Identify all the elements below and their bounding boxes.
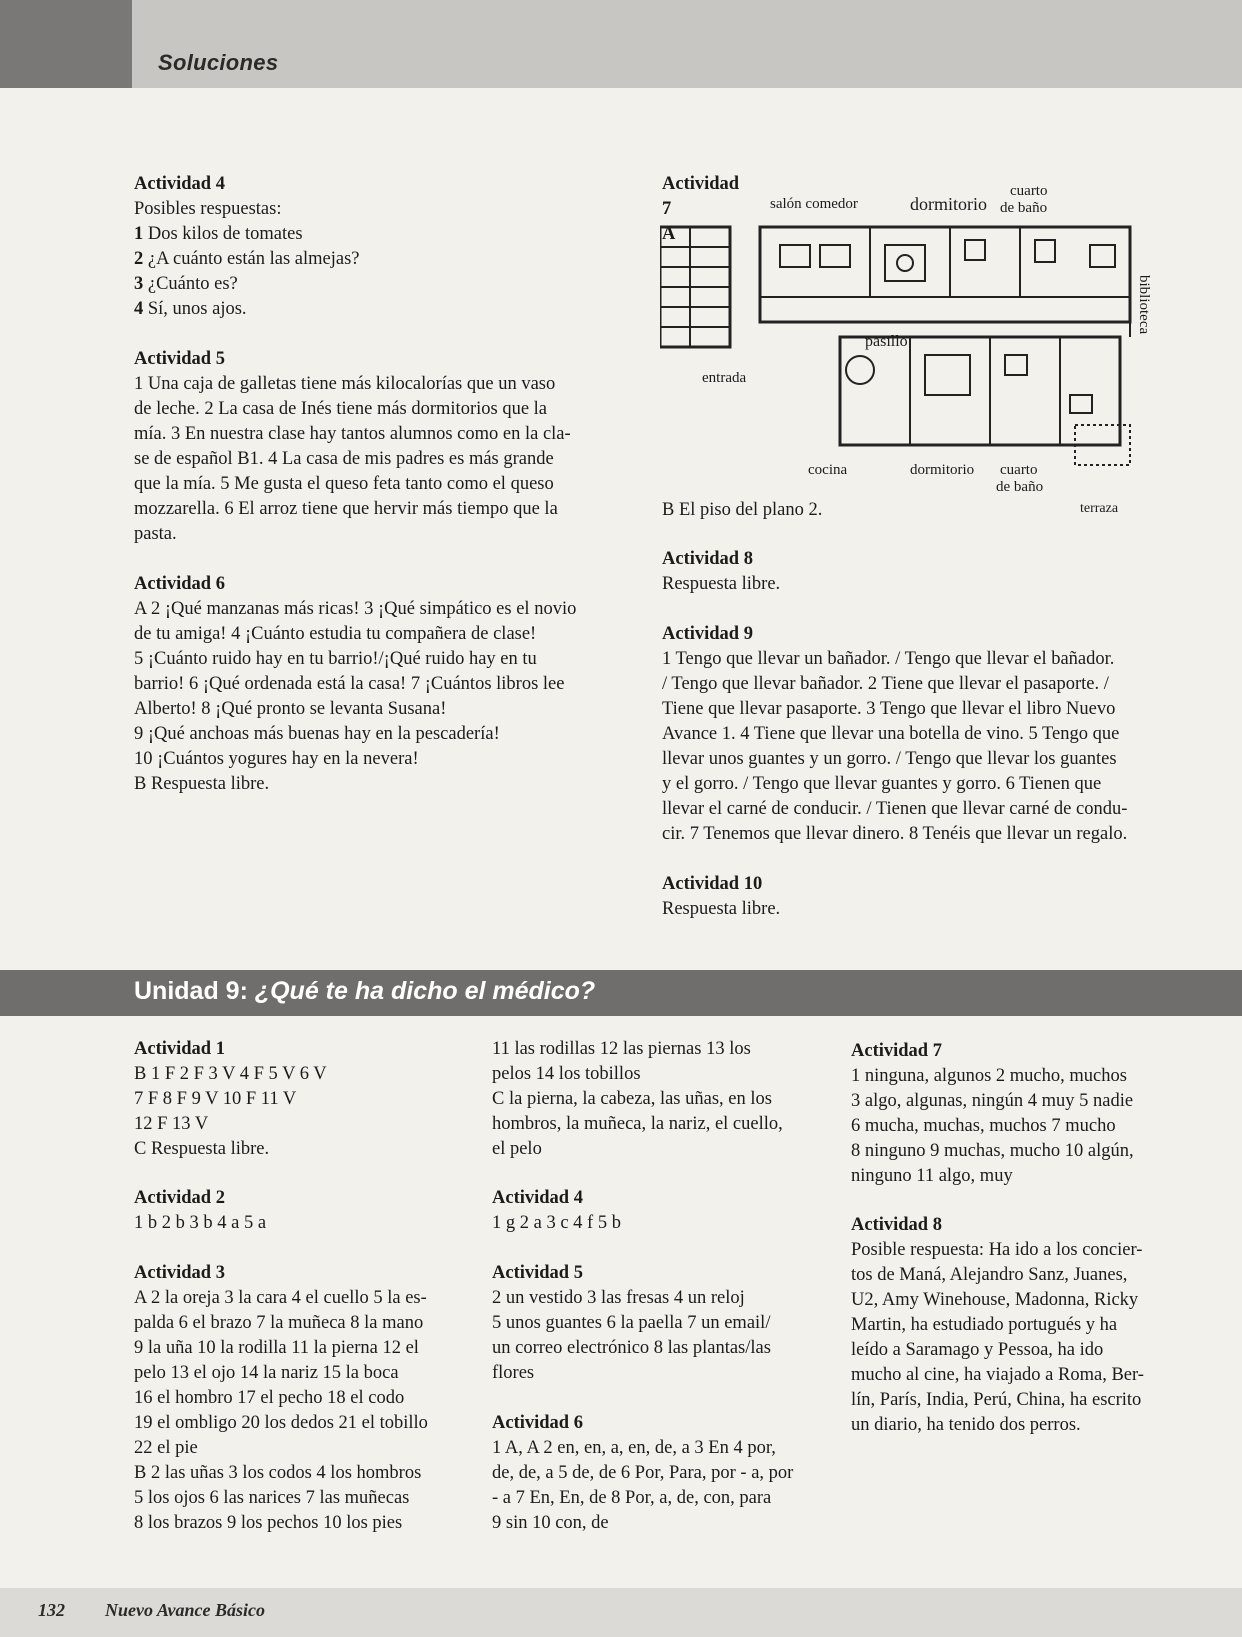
text-line: 10 ¡Cuántos yogures hay en la nevera!: [134, 749, 419, 769]
text-line: 19 el ombligo 20 los dedos 21 el tobillo: [134, 1413, 428, 1433]
text-line: / Tengo que llevar bañador. 2 Tiene que llevar el pasaporte. /: [662, 674, 1109, 694]
text-line: tos de Maná, Alejandro Sanz, Juanes,: [851, 1265, 1128, 1285]
text-line: B Respuesta libre.: [134, 774, 270, 794]
text-line: 8 los brazos 9 los pechos 10 los pies: [134, 1513, 403, 1533]
text-line: Avance 1. 4 Tiene que llevar una botella de vino. 5 Tengo que: [662, 724, 1120, 744]
plan-label-bano-top: de baño: [1000, 200, 1048, 216]
actividad-title: Actividad 9: [662, 624, 753, 644]
answer-line: 2 ¿A cuánto están las almejas?: [134, 249, 360, 269]
text-line: Respuesta libre.: [662, 574, 781, 594]
text-line: A 2 ¡Qué manzanas más ricas! 3 ¡Qué simpático es el novio: [134, 599, 577, 619]
text-line: B 2 las uñas 3 los codos 4 los hombros: [134, 1463, 422, 1483]
actividad-4: [134, 172, 634, 322]
text-line: 8 ninguno 9 muchas, mucho 10 algún,: [851, 1141, 1134, 1161]
text-line: pasta.: [134, 524, 177, 544]
text-line: 9 ¡Qué anchoas más buenas hay en la pescadería!: [134, 724, 500, 744]
u9-actividad-3: [134, 1261, 484, 1536]
text-line: ninguno 11 algo, muy: [851, 1166, 1013, 1186]
text-line: flores: [492, 1363, 535, 1383]
text-line: 1 A, A 2 en, en, a, en, de, a 3 En 4 por,: [492, 1438, 776, 1458]
text-line: llevar el carné de conducir. / Tienen que llevar carné de condu-: [662, 799, 1128, 819]
actividad-title: Actividad 10: [662, 874, 763, 894]
book-title: Nuevo Avance Básico: [105, 1600, 265, 1620]
text-line: llevar unos guantes y un gorro. / Tengo que llevar los guantes: [662, 749, 1117, 769]
text-line: de leche. 2 La casa de Inés tiene más dormitorios que la: [134, 399, 548, 419]
plan-upper-walls: [760, 227, 1130, 322]
text-line: palda 6 el brazo 7 la muñeca 8 la mano: [134, 1313, 424, 1333]
text-line: y el gorro. / Tengo que llevar guantes y gorro. 6 Tienen que: [662, 774, 1102, 794]
text-line: 1 ninguna, algunos 2 mucho, muchos: [851, 1066, 1127, 1086]
answer-line: 4 Sí, unos ajos.: [134, 299, 247, 319]
actividad-title: Actividad 4: [492, 1188, 583, 1208]
u9-actividad-3-continued: [492, 1037, 837, 1162]
text-line: 16 el hombro 17 el pecho 18 el codo: [134, 1388, 405, 1408]
text-line: de tu amiga! 4 ¡Cuánto estudia tu compañera de clase!: [134, 624, 537, 644]
text-line: 3 algo, algunas, ningún 4 muy 5 nadie: [851, 1091, 1134, 1111]
plan-label-salon: salón comedor: [770, 196, 858, 212]
plan-label-dormitorio-top: dormitorio: [910, 194, 987, 214]
text-line: mía. 3 En nuestra clase hay tantos alumnos como en la cla-: [134, 424, 571, 444]
text-line: 22 el pie: [134, 1438, 198, 1458]
plan-label-dormitorio-bottom: dormitorio: [910, 462, 975, 478]
text-line: 9 la uña 10 la rodilla 11 la pierna 12 el: [134, 1338, 419, 1358]
actividad-title: Actividad 2: [134, 1188, 225, 1208]
intro-text: Posibles respuestas:: [134, 199, 282, 219]
text-line: 12 F 13 V: [134, 1114, 209, 1134]
text-line: se de español B1. 4 La casa de mis padres es más grande: [134, 449, 554, 469]
text-line: U2, Amy Winehouse, Madonna, Ricky: [851, 1290, 1139, 1310]
text-line: 1 Tengo que llevar un bañador. / Tengo que llevar el bañador.: [662, 649, 1115, 669]
u9-actividad-7: [851, 1039, 1211, 1189]
text-line: Respuesta libre.: [662, 899, 781, 919]
text-line: 1 g 2 a 3 c 4 f 5 b: [492, 1213, 621, 1233]
plan-label-pasillo: pasillo: [865, 333, 908, 350]
actividad-title: Actividad 3: [134, 1263, 225, 1283]
actividad-title: Actividad 5: [134, 349, 225, 369]
text-line: 5 ¡Cuánto ruido hay en tu barrio!/¡Qué ruido hay en tu: [134, 649, 537, 669]
actividad-title: Actividad 7: [851, 1041, 942, 1061]
actividad-title: Actividad 5: [492, 1263, 583, 1283]
actividad-title: Actividad 6: [134, 574, 225, 594]
unit-title: Unidad 9: ¿Qué te ha dicho el médico?: [134, 977, 596, 1005]
actividad-title: Actividad 7: [662, 174, 740, 219]
text-line: 1 b 2 b 3 b 4 a 5 a: [134, 1213, 267, 1233]
text-line: leído a Saramago y Pessoa, ha ido: [851, 1340, 1104, 1360]
u9-actividad-8: [851, 1213, 1211, 1438]
text-line: 6 mucha, muchas, muchos 7 mucho: [851, 1116, 1116, 1136]
plan-lower-walls: [840, 337, 1120, 445]
text-line: 11 las rodillas 12 las piernas 13 los: [492, 1039, 751, 1059]
u9-actividad-1: [134, 1037, 474, 1162]
actividad-5: [134, 347, 644, 547]
text-line: 2 un vestido 3 las fresas 4 un reloj: [492, 1288, 745, 1308]
answer-b: B El piso del plano 2.: [662, 500, 823, 520]
page-number: 132: [38, 1600, 65, 1620]
plan-label-biblioteca: biblioteca: [1136, 275, 1152, 335]
text-line: un correo electrónico 8 las plantas/las: [492, 1338, 771, 1358]
floor-plan: [660, 185, 1160, 515]
text-line: C la pierna, la cabeza, las uñas, en los: [492, 1089, 772, 1109]
text-line: un diario, ha tenido dos perros.: [851, 1415, 1081, 1435]
text-line: de, de, a 5 de, de 6 Por, Para, por - a, por: [492, 1463, 794, 1483]
text-line: C Respuesta libre.: [134, 1139, 270, 1159]
plan-label-terraza: terraza: [1080, 501, 1119, 515]
text-line: 7 F 8 F 9 V 10 F 11 V: [134, 1089, 297, 1109]
actividad-title: Actividad 6: [492, 1413, 583, 1433]
answer-line: 3 ¿Cuánto es?: [134, 274, 238, 294]
text-line: 9 sin 10 con, de: [492, 1513, 609, 1533]
actividad-8: [662, 547, 1162, 597]
text-line: hombros, la muñeca, la nariz, el cuello,: [492, 1114, 783, 1134]
actividad-10: [662, 872, 1162, 922]
text-line: Martin, ha estudiado portugués y ha: [851, 1315, 1118, 1335]
actividad-title: Actividad 8: [662, 549, 753, 569]
text-line: Tiene que llevar pasaporte. 3 Tengo que llevar el libro Nuevo: [662, 699, 1116, 719]
u9-actividad-2: [134, 1186, 474, 1236]
u9-actividad-5: [492, 1261, 837, 1386]
actividad-title: Actividad 4: [134, 174, 225, 194]
text-line: - a 7 En, En, de 8 Por, a, de, con, para: [492, 1488, 772, 1508]
text-line: 5 unos guantes 6 la paella 7 un email/: [492, 1313, 771, 1333]
text-line: 1 Una caja de galletas tiene más kilocalorías que un vaso: [134, 374, 556, 394]
plan-label-entrada: entrada: [702, 370, 747, 386]
text-line: lín, París, India, Perú, China, ha escrito: [851, 1390, 1142, 1410]
text-line: pelo 13 el ojo 14 la nariz 15 la boca: [134, 1363, 399, 1383]
plan-label-cuarto-top: cuarto: [1010, 185, 1048, 199]
u9-actividad-4: [492, 1186, 837, 1236]
actividad-title: Actividad 1: [134, 1039, 225, 1059]
actividad-6: [134, 572, 644, 797]
text-line: el pelo: [492, 1139, 542, 1159]
header-tab: [0, 0, 132, 88]
text-line: 5 los ojos 6 las narices 7 las muñecas: [134, 1488, 410, 1508]
text-line: A 2 la oreja 3 la cara 4 el cuello 5 la es-: [134, 1288, 427, 1308]
text-line: pelos 14 los tobillos: [492, 1064, 641, 1084]
option-letter: A: [662, 224, 676, 244]
text-line: barrio! 6 ¡Qué ordenada está la casa! 7 ¡Cuántos libros lee: [134, 674, 565, 694]
text-line: cir. 7 Tenemos que llevar dinero. 8 Tenéis que llevar un regalo.: [662, 824, 1128, 844]
text-line: mucho al cine, ha viajado a Roma, Ber-: [851, 1365, 1144, 1385]
actividad-9: [662, 622, 1202, 847]
plan-label-cuarto-bottom: cuarto: [1000, 462, 1038, 478]
u9-actividad-6: [492, 1411, 837, 1536]
text-line: Alberto! 8 ¡Qué pronto se levanta Susana!: [134, 699, 447, 719]
text-line: B 1 F 2 F 3 V 4 F 5 V 6 V: [134, 1064, 327, 1084]
answer-line: 1 Dos kilos de tomates: [134, 224, 303, 244]
plan-label-cocina: cocina: [808, 462, 848, 478]
text-line: que la mía. 5 Me gusta el queso feta tanto como el queso: [134, 474, 554, 494]
page-section-title: Soluciones: [158, 50, 279, 75]
text-line: mozzarella. 6 El arroz tiene que hervir más tiempo que la: [134, 499, 558, 519]
actividad-title: Actividad 8: [851, 1215, 942, 1235]
text-line: Posible respuesta: Ha ido a los concier-: [851, 1240, 1143, 1260]
actividad-7-b: [662, 498, 1162, 523]
plan-label-bano-bottom: de baño: [996, 479, 1044, 495]
